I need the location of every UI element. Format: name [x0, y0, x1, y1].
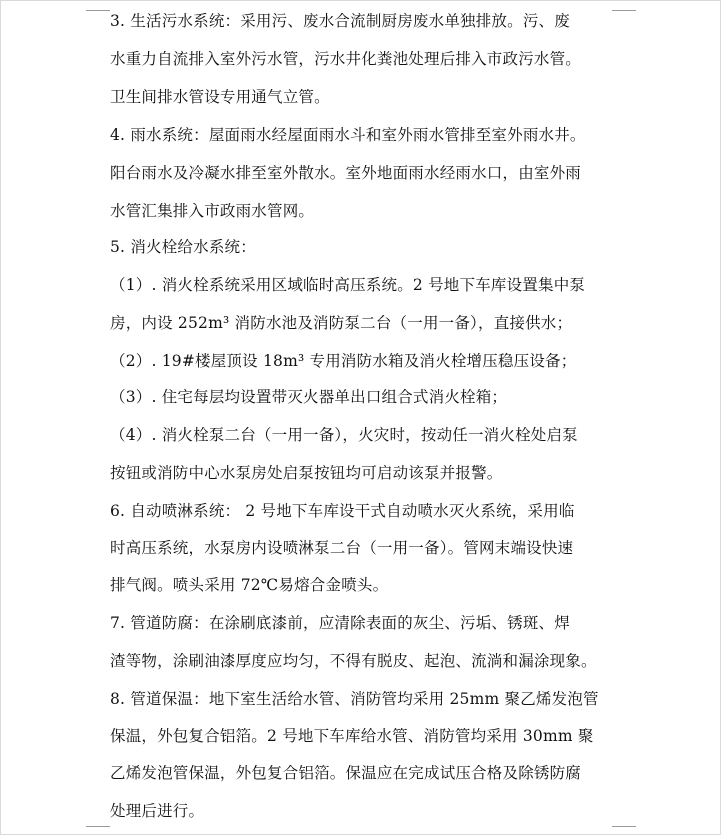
crop-mark	[612, 10, 636, 11]
text-line: 保温，外包复合铝箔。2 号地下车库给水管、消防管均采用 30mm 聚	[110, 727, 594, 745]
text-line: （4）. 消火栓泵二台（一用一备），火灾时，按动任一消火栓处启泵	[110, 426, 578, 444]
text-line: 排气阀。喷头采用 72℃易熔合金喷头。	[110, 576, 389, 594]
text-line: 3. 生活污水系统：采用污、废水合流制厨房废水单独排放。污、废	[110, 12, 570, 30]
crop-mark	[86, 10, 110, 11]
text-line: 按钮或消防中心水泵房处启泵按钮均可启动该泵并报警。	[110, 464, 503, 482]
text-line: 水重力自流排入室外污水管，污水井化粪池处理后排入市政污水管。	[110, 50, 582, 68]
text-line: 处理后进行。	[110, 802, 205, 820]
text-line: 卫生间排水管设专用通气立管。	[110, 88, 330, 106]
text-line: 4. 雨水系统：屋面雨水经屋面雨水斗和室外雨水管排至室外雨水井。	[110, 126, 586, 144]
text-line: 7. 管道防腐：在涂刷底漆前，应清除表面的灰尘、污垢、锈斑、焊	[110, 614, 570, 632]
text-line: 阳台雨水及冷凝水排至室外散水。室外地面雨水经雨水口，由室外雨	[110, 164, 582, 182]
crop-mark	[86, 826, 110, 827]
text-line: 8. 管道保温：地下室生活给水管、消防管均采用 25mm 聚乙烯发泡管	[110, 690, 599, 708]
text-line: 6. 自动喷淋系统： 2 号地下车库设干式自动喷水灭火系统，采用临	[110, 502, 575, 520]
crop-mark	[612, 826, 636, 827]
text-line: （1）. 消火栓系统采用区域临时高压系统。2 号地下车库设置集中泵	[110, 276, 586, 294]
text-line: 5. 消火栓给水系统：	[110, 238, 256, 256]
text-line: 渣等物，涂刷油漆厚度应均匀，不得有脱皮、起泡、流淌和漏涂现象。	[110, 652, 597, 670]
text-line: 房，内设 252m³ 消防水池及消防泵二台（一用一备），直接供水；	[110, 314, 573, 332]
text-line: （3）. 住宅每层均设置带灭火器单出口组合式消火栓箱；	[110, 388, 508, 406]
text-line: 乙烯发泡管保温，外包复合铝箔。保温应在完成试压合格及除锈防腐	[110, 764, 582, 782]
text-line: 时高压系统，水泵房内设喷淋泵二台（一用一备）。管网末端设快速	[110, 539, 574, 557]
text-line: （2）. 19#楼屋顶设 18m³ 专用消防水箱及消火栓增压稳压设备；	[110, 352, 577, 370]
text-line: 水管汇集排入市政雨水管网。	[110, 202, 315, 220]
